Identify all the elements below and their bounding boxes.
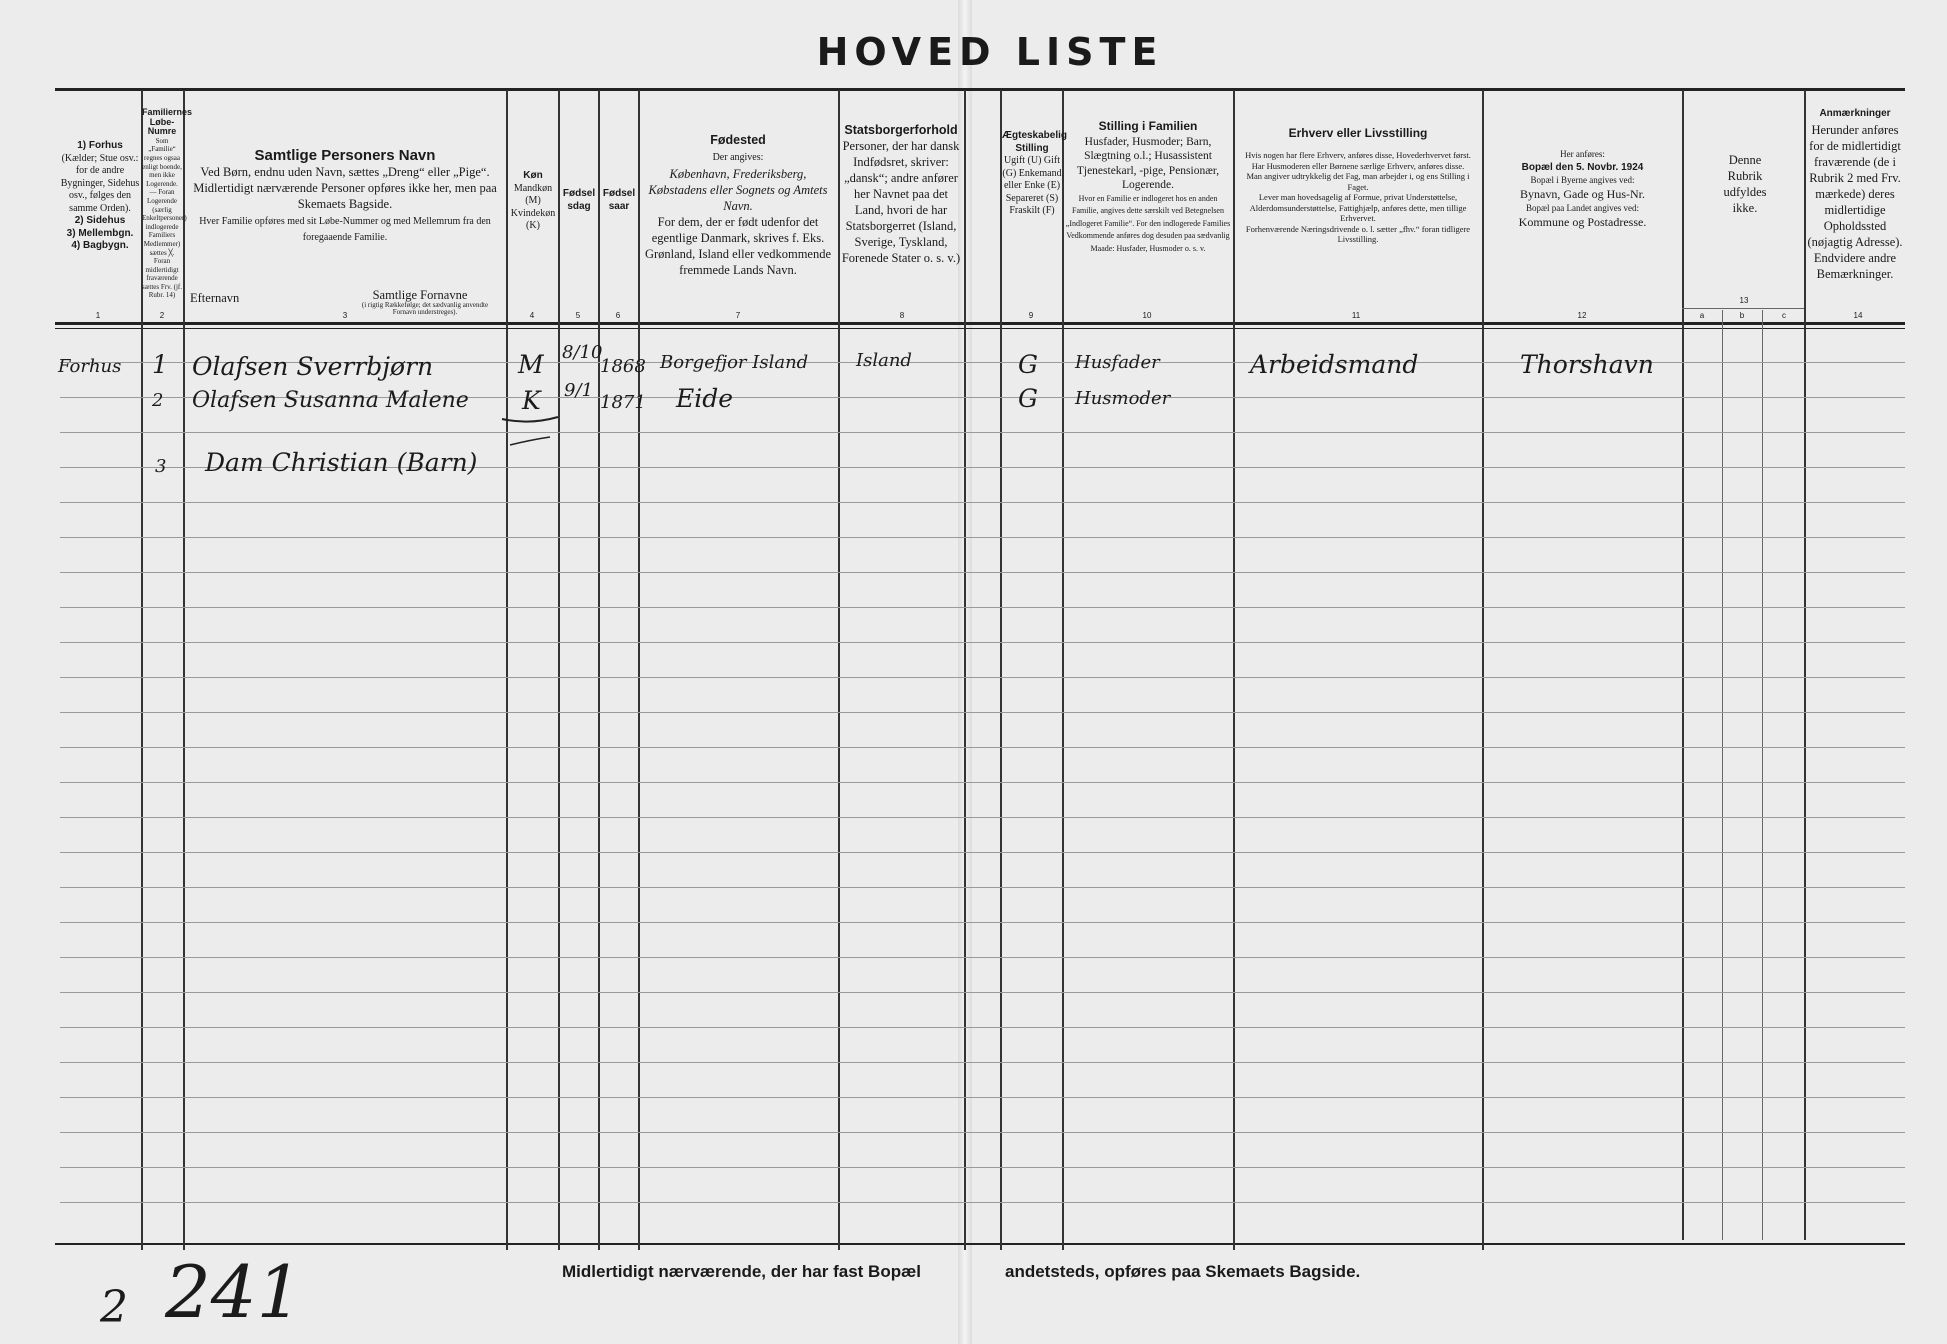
header-col-6	[601, 188, 637, 213]
header-col-3-p1: Ved Børn, endnu uden Navn, sættes „Dreng“ eller „Pige“.	[200, 165, 490, 179]
header-col-4-title: Køn	[523, 170, 543, 181]
header-col-12-p3: Bopæl paa Landet angives ved:	[1526, 203, 1639, 213]
col-number-6: 6	[615, 311, 621, 320]
col-line-13a	[1722, 310, 1723, 1240]
entry-1-name: Olafsen Sverrbjørn	[192, 352, 434, 381]
footer-text-left: Midlertidigt nærværende, der har fast Bopæl	[562, 1262, 921, 1281]
entry-2-role: Husmoder	[1075, 388, 1171, 409]
entry-2-sex: K	[522, 386, 541, 415]
ruled-line	[60, 502, 1905, 503]
col-number-13b: b	[1739, 311, 1745, 320]
entry-2-marital: G	[1018, 384, 1038, 413]
header-col-1-bagbygning: 4) Bagbygn.	[71, 240, 129, 251]
col-number-13a: a	[1699, 311, 1705, 320]
ruled-line	[60, 922, 1905, 923]
entry-2-number: 2	[152, 390, 164, 411]
header-col-3-efternavn: Efternavn	[190, 291, 240, 305]
header-col-10-p2: Hvor en Familie er indlogeret hos en anden Familie, angives dette særskilt ved Betegnelsen „Indlogeret Familie“. For den indlogerede Families Vedkommende anføres dog desuden paa sædvanlig Maade: Husfader, Husmoder o. s. v.	[1065, 193, 1231, 253]
col-number-9: 9	[1028, 311, 1034, 320]
header-col-14-title: Anmærkninger	[1819, 108, 1891, 119]
ruled-line	[60, 957, 1905, 958]
ruled-line	[60, 432, 1905, 433]
entry-3-name: Dam Christian (Barn)	[205, 448, 478, 477]
col-number-10: 10	[1142, 311, 1152, 320]
col-number-13c: c	[1782, 311, 1786, 320]
col-line-13b	[1762, 310, 1763, 1240]
entry-1-building: Forhus	[58, 356, 122, 377]
header-col-3-fornavn-note: (i rigtig Rækkefølge; det sædvanlig anvendte Fornavn understreges).	[361, 301, 489, 316]
col-number-5: 5	[575, 311, 581, 320]
header-col-4	[508, 170, 558, 233]
header-rule	[55, 322, 1905, 325]
header-col-12-t1: Her anføres:	[1560, 149, 1605, 159]
header-col-1-title: 1) Forhus	[77, 140, 123, 151]
header-col-14	[1807, 104, 1903, 282]
col-line	[558, 90, 560, 1250]
ruled-line	[60, 712, 1905, 713]
entry-1-birthday: 8/10	[562, 342, 603, 363]
header-col-11-p2: Har Husmoderen eller Børnene særlige Erhverv, anføres disse.	[1251, 160, 1465, 171]
ruled-line	[60, 992, 1905, 993]
col-line	[506, 90, 508, 1250]
col-line	[1682, 90, 1684, 1240]
bottom-rule	[55, 1243, 1905, 1245]
header-col-7-title: Fødested	[710, 133, 766, 147]
col-number-7: 7	[735, 311, 741, 320]
header-col-8-title: Statsborgerforhold	[844, 123, 958, 137]
header-col-2-body: Som „Familie“ regnes ogsaa enligt boende, men ikke Logerende. — Foran Logerende (særlig Enkeltpersoner) indlogerede Familiers Medlemmer) sættes ╳. Foran midlertidigt fraværende sættes Frv. (jf. Rubr. 14)	[142, 136, 187, 300]
entry-2-birthplace: Eide	[676, 384, 734, 413]
entry-1-number: 1	[152, 350, 168, 379]
col-number-8: 8	[899, 311, 905, 320]
col-line	[183, 90, 185, 1250]
header-col-7-p1: Der angives:	[712, 152, 764, 163]
page-number-large: 241	[165, 1250, 303, 1334]
col-number-3: 3	[342, 311, 348, 320]
header-col-6-title: Fødselsaar	[602, 188, 636, 212]
header-col-7-p2: København, Frederiksberg, Købstadens eller Sognets og Amtets Navn.	[648, 167, 828, 213]
header-col-13: Denne Rubrik udfyldes ikke.	[1723, 153, 1767, 215]
header-col-2-title: Familiernes Løbe-Numre	[142, 107, 193, 137]
entry-1-birthyear: 1868	[600, 356, 646, 377]
entry-1-citizenship: Island	[856, 350, 912, 371]
header-col-14-body: Herunder anføres for de midlertidigt fraværende (de i Rubrik 2 med Frv. mærkede) deres midlertidige Opholdssted (nøjagtig Adresse). Endvidere andre Bemærkninger.	[1807, 123, 1903, 281]
entry-2-birthyear: 1871	[600, 392, 646, 413]
pen-stroke	[500, 405, 560, 485]
ruled-line	[60, 782, 1905, 783]
col13-sub-rule	[1682, 308, 1804, 309]
header-col-5-title: Fødselsdag	[562, 188, 596, 212]
header-col-10	[1065, 120, 1231, 255]
ruled-line	[60, 607, 1905, 608]
header-col-1-sidehus: 2) Sidehus	[74, 215, 126, 226]
header-col-11-p5: Forhenværende Næringsdrivende o. l. sætter „fhv.“ foran tidligere Livsstilling.	[1245, 223, 1471, 244]
col-number-11: 11	[1351, 311, 1361, 320]
header-col-2	[142, 107, 193, 300]
header-col-11-title: Erhverv eller Livsstilling	[1288, 126, 1428, 140]
header-col-3-fornavn: Samtlige Fornavne	[372, 288, 468, 302]
header-col-9	[1002, 130, 1068, 218]
ruled-line	[60, 747, 1905, 748]
header-col-4-body: Mandkøn (M) Kvindekøn (K)	[510, 182, 556, 231]
ruled-line	[60, 817, 1905, 818]
entry-1-birthplace: Borgefjor Island	[660, 352, 809, 373]
col-number-4: 4	[529, 311, 535, 320]
header-col-11-p3: Man angiver udtrykkelig det Fag, man arbejder i, og ens Stilling i Faget.	[1246, 171, 1470, 192]
entry-1-marital: G	[1018, 350, 1038, 379]
header-col-9-body: Ugift (U) Gift (G) Enkemand eller Enke (E) Separeret (S) Fraskilt (F)	[1002, 155, 1062, 216]
header-col-12-p4: Kommune og Postadresse.	[1518, 214, 1647, 229]
header-col-7-p3: For dem, der er født udenfor det egentlige Danmark, skrives f. Eks. Grønland, Island eller vedkommende fremmede Lands Navn.	[644, 215, 832, 277]
header-col-12	[1485, 148, 1680, 230]
header-col-3	[186, 148, 504, 244]
header-col-11-p4: Lever man hovedsagelig af Formue, privat Understøttelse, Alderdomsunderstøttelse, Fattighjælp, anføres dette, men tillige Erhvervet.	[1249, 192, 1467, 223]
header-col-12-p2: Bynavn, Gade og Hus-Nr.	[1520, 186, 1645, 201]
ruled-line	[60, 1167, 1905, 1168]
col-line	[1482, 90, 1484, 1250]
col-line	[1804, 90, 1806, 1240]
header-col-3-p3: Hver Familie opføres med sit Løbe-Nummer og med Mellemrum fra den foregaaende Familie.	[199, 216, 491, 243]
header-col-10-p1: Husfader, Husmoder; Barn, Slægtning o.l.; Husassistent Tjenestekarl, -pige, Pensionær, Logerende.	[1076, 135, 1220, 191]
entry-2-name: Olafsen Susanna Malene	[192, 388, 469, 413]
ruled-line	[60, 1132, 1905, 1133]
entry-1-role: Husfader	[1075, 352, 1160, 373]
ruled-line	[60, 1027, 1905, 1028]
col-number-14: 14	[1853, 311, 1863, 320]
col-line	[1000, 90, 1002, 1250]
top-rule	[55, 88, 1905, 91]
col-line	[1233, 90, 1235, 1250]
header-col-1-body: (Kælder; Stue osv.: for de andre Bygninger, Sidehus osv., følges den samme Orden).	[60, 152, 140, 214]
page-number-small: 2	[100, 1282, 128, 1333]
header-col-5	[561, 188, 597, 213]
entry-1-sex: M	[518, 350, 544, 379]
ruled-line	[60, 1097, 1905, 1098]
col-number-13: 13	[1739, 296, 1749, 305]
ruled-line	[60, 572, 1905, 573]
entry-1-residence: Thorshavn	[1520, 350, 1654, 379]
header-col-8	[840, 122, 962, 266]
entry-3-number: 3	[155, 456, 167, 477]
col-line	[598, 90, 600, 1250]
ruled-line	[60, 677, 1905, 678]
ruled-line	[60, 1062, 1905, 1063]
header-col-3-p2: Midlertidigt nærværende Personer opføres ikke her, men paa Skemaets Bagside.	[193, 181, 497, 211]
entry-2-birthday: 9/1	[564, 380, 593, 401]
header-col-1-mellembygning: 3) Mellembgn.	[66, 227, 134, 239]
ruled-line	[60, 852, 1905, 853]
header-col-9-title: Ægteskabelig Stilling	[1002, 130, 1068, 154]
header-col-11-p1: Hvis nogen har flere Erhverv, anføres disse, Hovederhvervet først.	[1245, 150, 1471, 160]
ruled-line	[60, 537, 1905, 538]
col-number-1: 1	[95, 311, 101, 320]
header-col-12-p1: Bopæl i Byerne angives ved:	[1530, 175, 1635, 185]
entry-1-occupation: Arbeidsmand	[1250, 350, 1419, 379]
header-col-8-body: Personer, der har dansk Indfødsret, skriver: „dansk“; andre anfører her Navnet paa det Land, hvori de har Statsborgerret (Island, Sverige, Tyskland, Forenede Stater o. s. v.)	[841, 139, 961, 265]
header-col-3-title: Samtlige Personers Navn	[254, 147, 436, 164]
ruled-line	[60, 642, 1905, 643]
col-line	[1062, 90, 1064, 1250]
header-col-12-t2: Bopæl den 5. Novbr. 1924	[1521, 161, 1644, 173]
col-line	[964, 90, 966, 1250]
ruled-line	[60, 1202, 1905, 1203]
header-col-10-title: Stilling i Familien	[1098, 119, 1198, 133]
footer-text-right: andetsteds, opføres paa Skemaets Bagside.	[1005, 1262, 1361, 1281]
col-number-2: 2	[159, 311, 165, 320]
header-col-11	[1236, 128, 1480, 245]
col-number-12: 12	[1577, 311, 1587, 320]
header-rule-thin	[55, 328, 1905, 329]
header-col-7	[640, 132, 836, 278]
header-col-1	[60, 140, 140, 253]
page-title: HOVED LISTE	[816, 30, 1164, 74]
ruled-line	[60, 887, 1905, 888]
